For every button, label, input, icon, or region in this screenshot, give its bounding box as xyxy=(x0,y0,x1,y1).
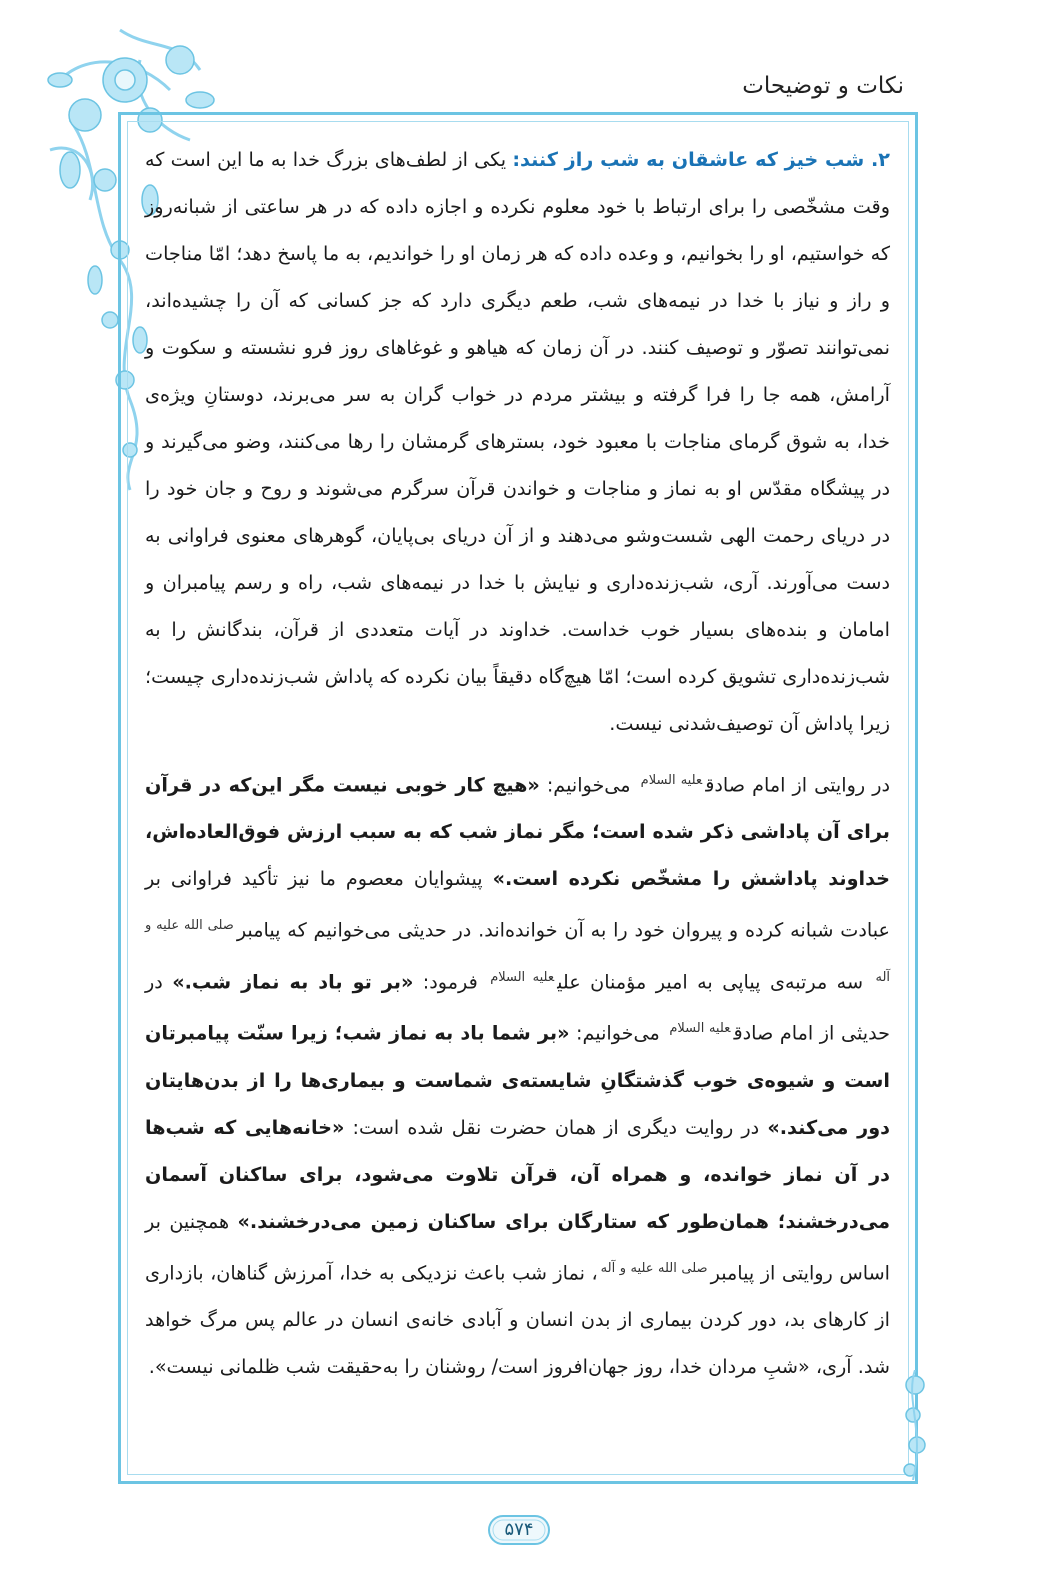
quote-2: «بر تو باد به نماز شب.» xyxy=(172,970,414,994)
text-run: فرمود: xyxy=(413,970,488,994)
honorific-prophet: صلی الله علیه و آله xyxy=(600,1260,708,1276)
text-run: در روایت دیگری از همان حضرت نقل شده است: xyxy=(344,1115,768,1139)
text-run: می‌خوانیم: xyxy=(569,1021,667,1045)
main-text xyxy=(145,136,890,1390)
section-heading: ۲. شب خیز که عاشقان به شب راز کنند: xyxy=(512,148,890,171)
paragraph-text: یکی از لطف‌های بزرگ خدا به ما این است که وقت مشخّصی را برای ارتباط با خود معلوم نکرده و اجازه داده که در هر ساعتی از شبانه‌روز که خواستیم، او را بخوانیم، و وعده داده که هر زمان او را خواندیم، به ما پاسخ دهد؛ امّا مناجات و راز و نیاز با خدا در نیمه‌های شب، طعم دیگری دارد که جز کسانی که آن را چشیده‌اند، نمی‌توانند تصوّر و توصیف کنند. در آن زمان که هیاهو و غوغاهای روز فرو نشسته و سکوت و آرامش، همه جا را فرا گرفته و بیشتر مردم در خواب گران به سر می‌برند، دوستانِ ویژه‌ی خدا، به شوق گرمای مناجات با معبود خود، بسترهای گرمشان را رها می‌کنند، وضو می‌گیرند و در پیشگاه مقدّس او به نماز و مناجات و خواندن قرآن سرگرم می‌شوند و روح و جان خود را در دریای رحمت الهی شست‌وشو می‌دهند و از آن دریای بی‌پایان، گوهرهای معنوی فراوانی به دست می‌آورند. آری، شب‌زنده‌داری و نیایش با خدا در نیمه‌های شب، راه و رسم پیامبران و امامان و بنده‌های بسیار خوب خداست. خداوند در آیات متعددی از قرآن، بندگانش را به شب‌زنده‌داری تشویق کرده است؛ امّا هیچ‌گاه دقیقاً بیان نکرده که پاداش شب‌زنده‌داری چیست؛ زیرا پاداش آن توصیف‌شدنی نیست. xyxy=(145,148,890,735)
text-run: می‌خوانیم: xyxy=(539,773,638,797)
paragraph-night-prayer xyxy=(145,136,890,747)
text-run: پیشوایان معصوم ما نیز تأکید فراوانی بر عبادت شبانه کرده و پیروان خود را به آن خوانده‌اند. در حدیثی می‌خوانیم که پیامبر xyxy=(145,867,890,942)
honorific-imam: علیه السلام xyxy=(490,969,555,985)
honorific-imam: علیه السلام xyxy=(669,1021,731,1037)
quote-4: «خانه‌هایی که شب‌ها در آن نماز خوانده، و همراه آن، قرآن تلاوت می‌شود، برای ساکنان آسمان می‌درخشند؛ همان‌طور که ستارگان برای ساکنان زمین می‌درخشند.» xyxy=(145,1115,890,1233)
quote-3: «بر شما باد به نماز شب؛ زیرا سنّت پیامبرتان است و شیوه‌ی خوب گذشتگانِ شایسته‌ی شماست و بیماری‌ها را از بدن‌هایتان دور می‌کند.» xyxy=(145,1021,890,1139)
chapter-title: نکات و توضیحات xyxy=(742,73,904,99)
text-run: در حدیثی از امام صادق xyxy=(145,970,891,1045)
text-run: ، نماز شب باعث نزدیکی به خدا، آمرزش گناهان، بازداری از کارهای بد، دور کردن بیماری از بدن انسان و آبادی خانه‌ی انسان در عالم پس مرگ خواهد شد. آری، «شبِ مردان خدا، روز جهان‌افروز است/ روشنان را به‌حقیقت شب ظلمانی نیست». xyxy=(145,1260,890,1378)
text-run: همچنین بر اساس روایتی از پیامبر xyxy=(145,1209,891,1284)
text-run: سه مرتبه‌ی پیاپی به امیر مؤمنان علی xyxy=(557,970,873,994)
page-number xyxy=(486,1513,552,1547)
paragraph-narrations xyxy=(145,757,890,1390)
quote-1: «هیچ کار خوبی نیست مگر این‌که در قرآن برای آن پاداشی ذکر شده است؛ مگر نماز شب که به سبب ارزش فوق‌العاده‌اش، خداوند پاداشش را مشخّص نکرده است.» xyxy=(145,773,890,891)
honorific-prophet: صلی الله علیه و آله xyxy=(145,918,891,985)
corner-ornament-icon xyxy=(895,1370,935,1480)
page-number-text: ۵۷۴ xyxy=(504,1519,534,1540)
honorific-imam: علیه السلام xyxy=(640,773,703,788)
text-run: در روایتی از امام صادق xyxy=(705,773,891,797)
